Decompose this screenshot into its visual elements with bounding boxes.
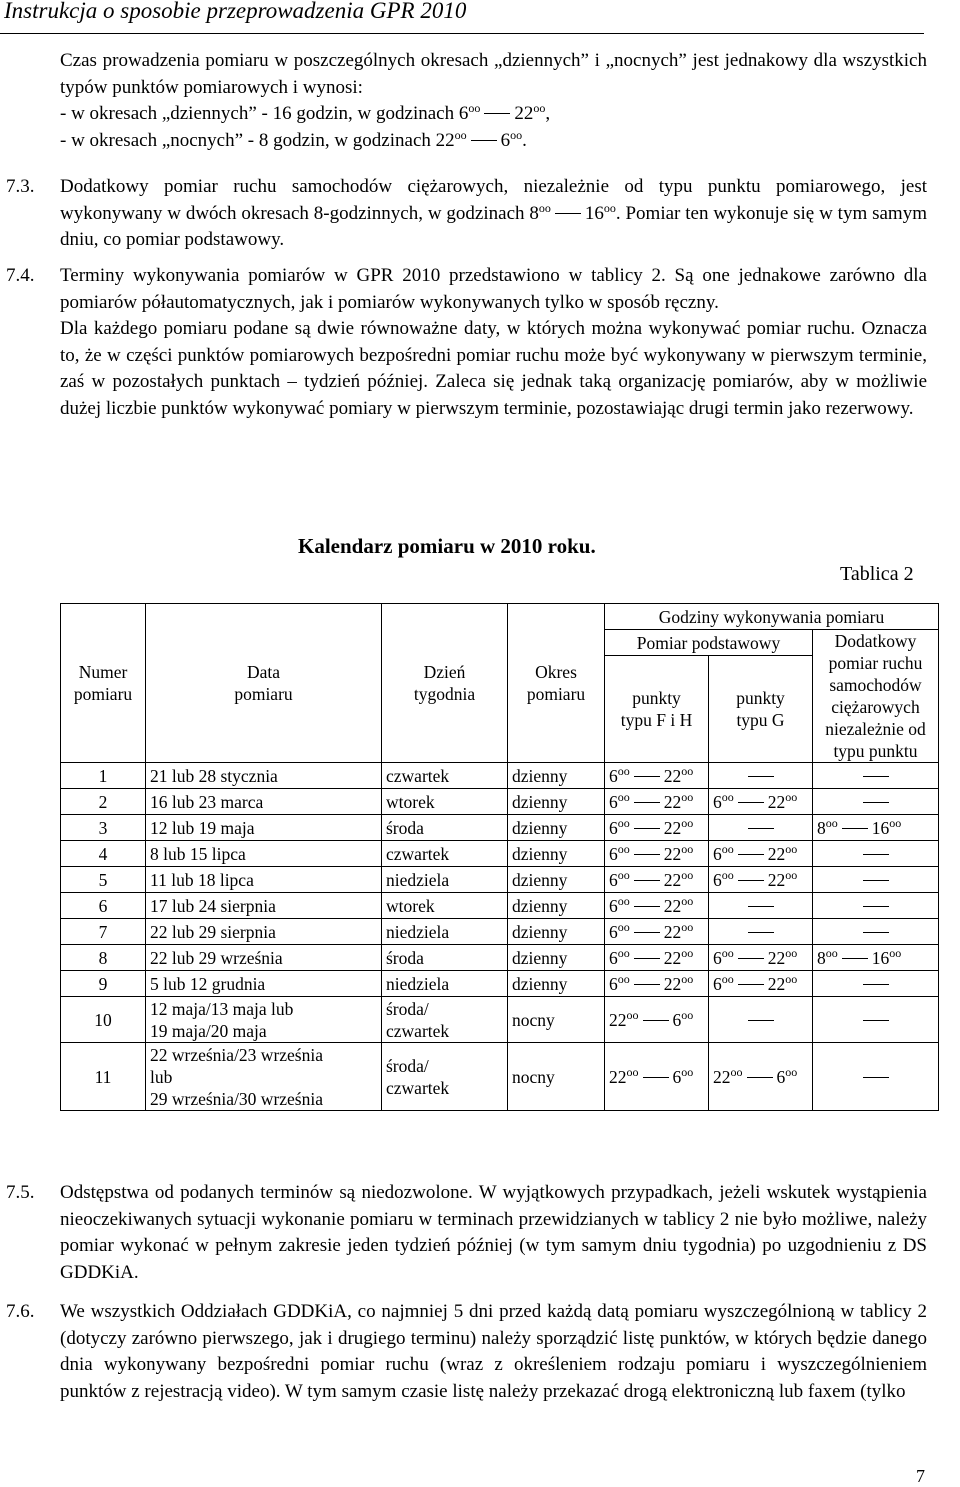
cell-godziny-fh: $6^{oo}$ $22^{oo}$: [605, 867, 709, 893]
cell-numer: 6: [61, 893, 146, 919]
table-row: [61, 867, 939, 893]
section-7-6-text: We wszystkich Oddziałach GDDKiA, co najmniej 5 dni przed każdą datą pomiaru wyszczególnioną w tablicy 2 (dotyczy zarówno pierwszego, jak i drugiego terminu) należy sporządzić listę punktów, w których będzie danego dnia wykonywany bezpośredni pomiar ruchu (wraz z określeniem rodzaju pomiaru i wyszczególnieniem punktów z rejestracją video). W tym samym czasie listę należy przekazać drogą elektroniczną lub faxem (tylko: [60, 1301, 927, 1402]
cell-dodatkowy: [813, 867, 939, 893]
empty-dash: [863, 984, 889, 985]
cell-dodatkowy: [813, 841, 939, 867]
cell-data: 22 września/23 września lub 29 września/30 września: [146, 1043, 382, 1111]
cell-dzien: wtorek: [382, 893, 508, 919]
empty-dash: [748, 776, 774, 777]
cell-godziny-g: $6^{oo}$ $22^{oo}$: [709, 789, 813, 815]
empty-dash: [863, 1020, 889, 1021]
cell-godziny-g: $6^{oo}$ $22^{oo}$: [709, 867, 813, 893]
cell-okres: dzienny: [508, 971, 605, 997]
cell-godziny-g: $22^{oo}$ $6^{oo}$: [709, 1043, 813, 1111]
table-row: [61, 893, 939, 919]
cell-data: 22 lub 29 sierpnia: [146, 919, 382, 945]
cell-numer: 2: [61, 789, 146, 815]
calendar-title: Kalendarz pomiaru w 2010 roku.: [298, 534, 596, 558]
cell-okres: dzienny: [508, 945, 605, 971]
section-7-4-p1: Terminy wykonywania pomiarów w GPR 2010 przedstawiono w tablicy 2. Są one jednakowe zarówno dla pomiarów półautomatycznych, jak i pomiarów wykonywanych tylko w sposób ręczny.: [60, 265, 927, 313]
header-rule: [0, 33, 924, 34]
cell-godziny-fh: $6^{oo}$ $22^{oo}$: [605, 945, 709, 971]
intro-text: Czas prowadzenia pomiaru w poszczególnych okresach „dziennych” i „nocnych” jest jednakowy dla wszystkich typów punktów pomiarowych i wynosi:: [60, 50, 927, 98]
empty-dash: [748, 1020, 774, 1021]
cell-dzien: środa/ czwartek: [382, 1043, 508, 1111]
section-7-4-text: [60, 263, 927, 422]
cell-dzien: środa/ czwartek: [382, 997, 508, 1043]
cell-godziny-fh: $22^{oo}$ $6^{oo}$: [605, 1043, 709, 1111]
cell-dzien: wtorek: [382, 789, 508, 815]
header-dzien: Dzień tygodnia: [382, 604, 508, 763]
empty-dash: [863, 776, 889, 777]
cell-godziny-fh: $6^{oo}$ $22^{oo}$: [605, 919, 709, 945]
cell-okres: dzienny: [508, 789, 605, 815]
cell-numer: 7: [61, 919, 146, 945]
cell-dodatkowy: [813, 893, 939, 919]
cell-data: 5 lub 12 grudnia: [146, 971, 382, 997]
cell-godziny-g: [709, 815, 813, 841]
section-7-3-text: Dodatkowy pomiar ruchu samochodów ciężarowych, niezależnie od typu punktu pomiarowego, jest wykonywany w dwóch okresach 8-godzinnych, w godzinach $8^{oo}$ $16^{oo}$. Pomiar ten wykonuje się w tym samym dniu, co pomiar podstawowy.: [60, 176, 927, 250]
intro-paragraph: [60, 48, 927, 154]
calendar-table: [60, 603, 939, 1111]
cell-okres: nocny: [508, 1043, 605, 1111]
table-row: [61, 815, 939, 841]
header-godziny: Godziny wykonywania pomiaru: [605, 604, 939, 630]
empty-dash: [863, 932, 889, 933]
section-7-6-number: 7.6.: [6, 1301, 35, 1322]
cell-dodatkowy: [813, 919, 939, 945]
cell-okres: dzienny: [508, 763, 605, 789]
cell-okres: dzienny: [508, 867, 605, 893]
cell-data: 11 lub 18 lipca: [146, 867, 382, 893]
cell-dodatkowy: $8^{oo}$ $16^{oo}$: [813, 815, 939, 841]
cell-godziny-fh: $6^{oo}$ $22^{oo}$: [605, 815, 709, 841]
cell-numer: 11: [61, 1043, 146, 1111]
table-label: Tablica 2: [840, 563, 914, 585]
table-row: [61, 945, 939, 971]
cell-dzien: środa: [382, 945, 508, 971]
cell-data: 12 maja/13 maja lub 19 maja/20 maja: [146, 997, 382, 1043]
cell-dodatkowy: $8^{oo}$ $16^{oo}$: [813, 945, 939, 971]
cell-dodatkowy: [813, 997, 939, 1043]
cell-data: 17 lub 24 sierpnia: [146, 893, 382, 919]
cell-dzien: niedziela: [382, 919, 508, 945]
table-row: [61, 997, 939, 1043]
table-row: [61, 763, 939, 789]
intro-night-line: - w okresach „nocnych” - 8 godzin, w godzinach $22^{oo}$ $6^{oo}$.: [60, 127, 527, 151]
empty-dash: [748, 828, 774, 829]
cell-okres: dzienny: [508, 815, 605, 841]
empty-dash: [748, 932, 774, 933]
section-7-4-number: 7.4.: [6, 265, 35, 286]
cell-numer: 5: [61, 867, 146, 893]
cell-data: 12 lub 19 maja: [146, 815, 382, 841]
header-numer: Numer pomiaru: [61, 604, 146, 763]
cell-godziny-g: $6^{oo}$ $22^{oo}$: [709, 841, 813, 867]
cell-okres: dzienny: [508, 919, 605, 945]
table-row: [61, 789, 939, 815]
cell-dodatkowy: [813, 789, 939, 815]
cell-godziny-fh: $6^{oo}$ $22^{oo}$: [605, 893, 709, 919]
cell-data: 8 lub 15 lipca: [146, 841, 382, 867]
section-7-5-text: Odstępstwa od podanych terminów są niedozwolone. W wyjątkowych przypadkach, jeżeli wskutek wystąpienia nieoczekiwanych sytuacji wykonanie pomiaru w terminach przewidzianych w tablicy 2 nie było możliwe, należy pomiar wykonać w pełnym zakresie jeden tydzień później (w tym samym dniu tygodnia) po uzgodnieniu z DS GDDKiA.: [60, 1182, 927, 1283]
cell-numer: 9: [61, 971, 146, 997]
cell-dzien: niedziela: [382, 867, 508, 893]
header-punkty-fh: punkty typu F i H: [605, 656, 709, 763]
section-7-3-number: 7.3.: [6, 176, 35, 197]
cell-data: 22 lub 29 września: [146, 945, 382, 971]
cell-godziny-g: $6^{oo}$ $22^{oo}$: [709, 945, 813, 971]
header-punkty-g: punkty typu G: [709, 656, 813, 763]
cell-godziny-fh: $6^{oo}$ $22^{oo}$: [605, 789, 709, 815]
cell-numer: 1: [61, 763, 146, 789]
cell-godziny-fh: $6^{oo}$ $22^{oo}$: [605, 841, 709, 867]
table-row: [61, 971, 939, 997]
cell-numer: 10: [61, 997, 146, 1043]
empty-dash: [863, 880, 889, 881]
empty-dash: [863, 1077, 889, 1078]
cell-godziny-g: [709, 763, 813, 789]
cell-dzien: czwartek: [382, 841, 508, 867]
running-header: Instrukcja o sposobie przeprowadzenia GPR 2010: [4, 0, 467, 23]
cell-dzien: środa: [382, 815, 508, 841]
cell-godziny-fh: $6^{oo}$ $22^{oo}$: [605, 971, 709, 997]
cell-dzien: niedziela: [382, 971, 508, 997]
page-number: 7: [916, 1466, 925, 1486]
section-7-4-p2: Dla każdego pomiaru podane są dwie równoważne daty, w których można wykonywać pomiar ruchu. Oznacza to, że w części punktów pomiarowych bezpośredni pomiar ruchu może być wykonywany w pierwszym terminie, zaś w pozostałych punktach – tydzień później. Zaleca się jednak taką organizację pomiarów, aby w możliwie dużej liczbie punktów wykonywać pomiary w pierwszym terminie, pozostawiając drugi termin jako rezerwowy.: [60, 318, 927, 419]
cell-godziny-g: [709, 919, 813, 945]
cell-okres: dzienny: [508, 841, 605, 867]
cell-numer: 3: [61, 815, 146, 841]
cell-godziny-fh: $22^{oo}$ $6^{oo}$: [605, 997, 709, 1043]
empty-dash: [863, 802, 889, 803]
section-7-5-number: 7.5.: [6, 1182, 35, 1203]
table-row: [61, 841, 939, 867]
table-row: [61, 1043, 939, 1111]
intro-day-line: - w okresach „dziennych” - 16 godzin, w godzinach $6^{oo}$ $22^{oo}$,: [60, 101, 551, 124]
calendar-body: [61, 763, 939, 1111]
empty-dash: [748, 906, 774, 907]
cell-numer: 8: [61, 945, 146, 971]
cell-okres: dzienny: [508, 893, 605, 919]
header-dodatkowy: Dodatkowy pomiar ruchu samochodów ciężarowych niezależnie od typu punktu: [813, 630, 939, 763]
header-okres: Okres pomiaru: [508, 604, 605, 763]
empty-dash: [863, 854, 889, 855]
cell-data: 16 lub 23 marca: [146, 789, 382, 815]
cell-dzien: czwartek: [382, 763, 508, 789]
cell-godziny-g: [709, 893, 813, 919]
cell-godziny-g: $6^{oo}$ $22^{oo}$: [709, 971, 813, 997]
header-data: Data pomiaru: [146, 604, 382, 763]
cell-numer: 4: [61, 841, 146, 867]
cell-dodatkowy: [813, 1043, 939, 1111]
cell-dodatkowy: [813, 763, 939, 789]
cell-godziny-g: [709, 997, 813, 1043]
empty-dash: [863, 906, 889, 907]
cell-dodatkowy: [813, 971, 939, 997]
cell-data: 21 lub 28 stycznia: [146, 763, 382, 789]
cell-godziny-fh: $6^{oo}$ $22^{oo}$: [605, 763, 709, 789]
table-row: [61, 919, 939, 945]
header-podstawowy: Pomiar podstawowy: [605, 630, 813, 656]
cell-okres: nocny: [508, 997, 605, 1043]
